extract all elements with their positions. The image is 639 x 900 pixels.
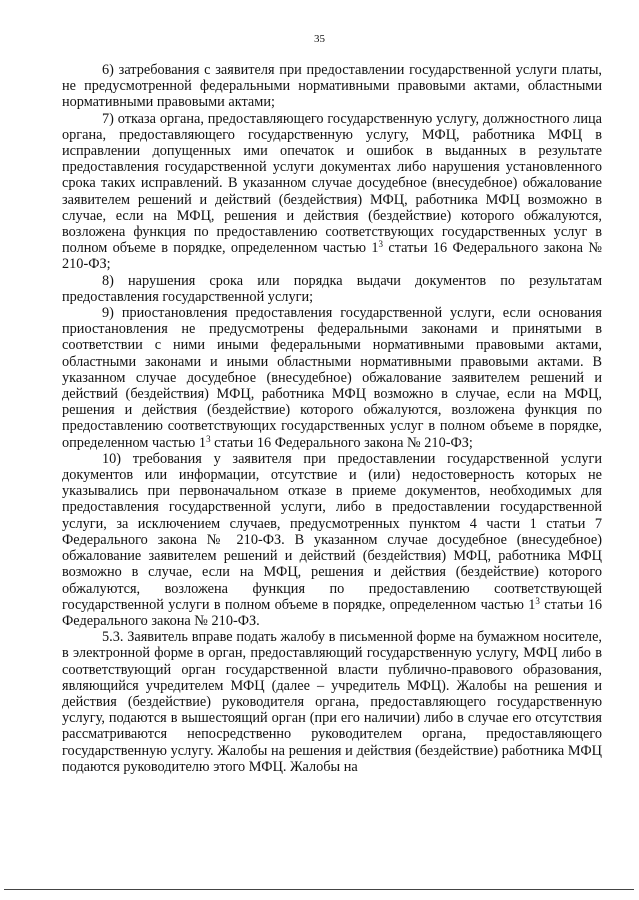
footer-rule bbox=[4, 889, 634, 890]
page-number: 35 bbox=[314, 33, 325, 45]
paragraph-item-10 bbox=[62, 451, 602, 629]
paragraph-item-5-3 bbox=[62, 629, 602, 775]
paragraph-text-tail: статьи 16 Федерального закона № 210-ФЗ; bbox=[62, 240, 602, 273]
superscript: 3 bbox=[378, 239, 384, 250]
paragraph-text-tail: статьи 16 Федерального закона № 210-ФЗ; bbox=[210, 434, 473, 451]
paragraph-item-6 bbox=[62, 62, 602, 111]
document-body bbox=[62, 62, 602, 775]
superscript: 3 bbox=[206, 433, 211, 444]
superscript: 3 bbox=[535, 595, 540, 606]
paragraph-text: 5.3. Заявитель вправе подать жалобу в письменной форме на бумажном носителе, в электронной форме в орган, предоставляющий государственную услугу, МФЦ либо в соответствующий орган государственной власти публично-правового образования, являющийся учредителем МФЦ (далее – учредитель МФЦ). Жалобы на решения и действия (бездействие) руководителя органа, предоставляющего государственную услугу, подаются в вышестоящий орган (при его наличии) либо в случае его отсутствия рассматриваются непосредственно руководителем органа, предоставляющего государственную услугу. Жалобы на решения и действия (бездействие) работника МФЦ подаются руководителю этого МФЦ. Жалобы на bbox=[62, 629, 602, 775]
paragraph-text-tail: статьи 16 Федерального закона № 210-ФЗ. bbox=[62, 596, 603, 629]
paragraph-item-9 bbox=[62, 305, 602, 451]
paragraph-text: 10) требования у заявителя при предоставлении государственной услуги документов или информации, отсутствие и (или) недостоверность которых не указывались при первоначальном отказе в приеме документов, необходимых для предоставления государственной услуги, либо в предоставлении государственной услуги, за исключением случаев, предусмотренных пунктом 4 части 1 статьи 7 Федерального закона № 210-ФЗ. В указанном случае досудебное (внесудебное) обжалование заявителем решений и действий (бездействия) МФЦ, работника МФЦ возможно в случае, если на МФЦ, решения и действия (бездействие) которого обжалуются, возложена функция по предоставлению соответствующей государственной услуги в полном объеме в порядке, определенном частью 1 bbox=[62, 450, 602, 613]
paragraph-text: 9) приостановления предоставления государственной услуги, если основания приостановления не предусмотрены федеральными законами и принятыми в соответствии с ними иными федеральными нормативными правовыми актами, областными законами и иными областными нормативными правовыми актами. В указанном случае досудебное (внесудебное) обжалование заявителем решений и действий (бездействия) МФЦ, работника МФЦ возможно в случае, если на МФЦ, решения и действия (бездействие) которого обжалуются, возложена функция по предоставлению соответствующих государственных услуг в полном объеме в порядке, определенном частью 1 bbox=[62, 305, 602, 451]
paragraph-text: 8) нарушения срока или порядка выдачи документов по результатам предоставления государственной услуги; bbox=[62, 272, 602, 305]
paragraph-item-8 bbox=[62, 273, 602, 305]
paragraph-text: 7) отказа органа, предоставляющего государственную услугу, должностного лица органа, предоставляющего государственную услугу, МФЦ, работника МФЦ в исправлении допущенных ими опечаток и ошибок в выданных в результате предоставления государственной услуги документах либо нарушения установленного срока таких исправлений. В указанном случае досудебное (внесудебное) обжалование заявителем решений и действий (бездействия) МФЦ, работника МФЦ возможно в случае, если на МФЦ, решения и действия (бездействие) которого обжалуются, возложена функция по предоставлению соответствующих государственных услуг в полном объеме в порядке, определенном частью 1 bbox=[62, 110, 602, 257]
paragraph-item-7 bbox=[62, 111, 602, 273]
paragraph-text: 6) затребования с заявителя при предоставлении государственной услуги платы, не предусмотренной федеральными нормативными правовыми актами, областными нормативными правовыми актами; bbox=[62, 62, 602, 111]
